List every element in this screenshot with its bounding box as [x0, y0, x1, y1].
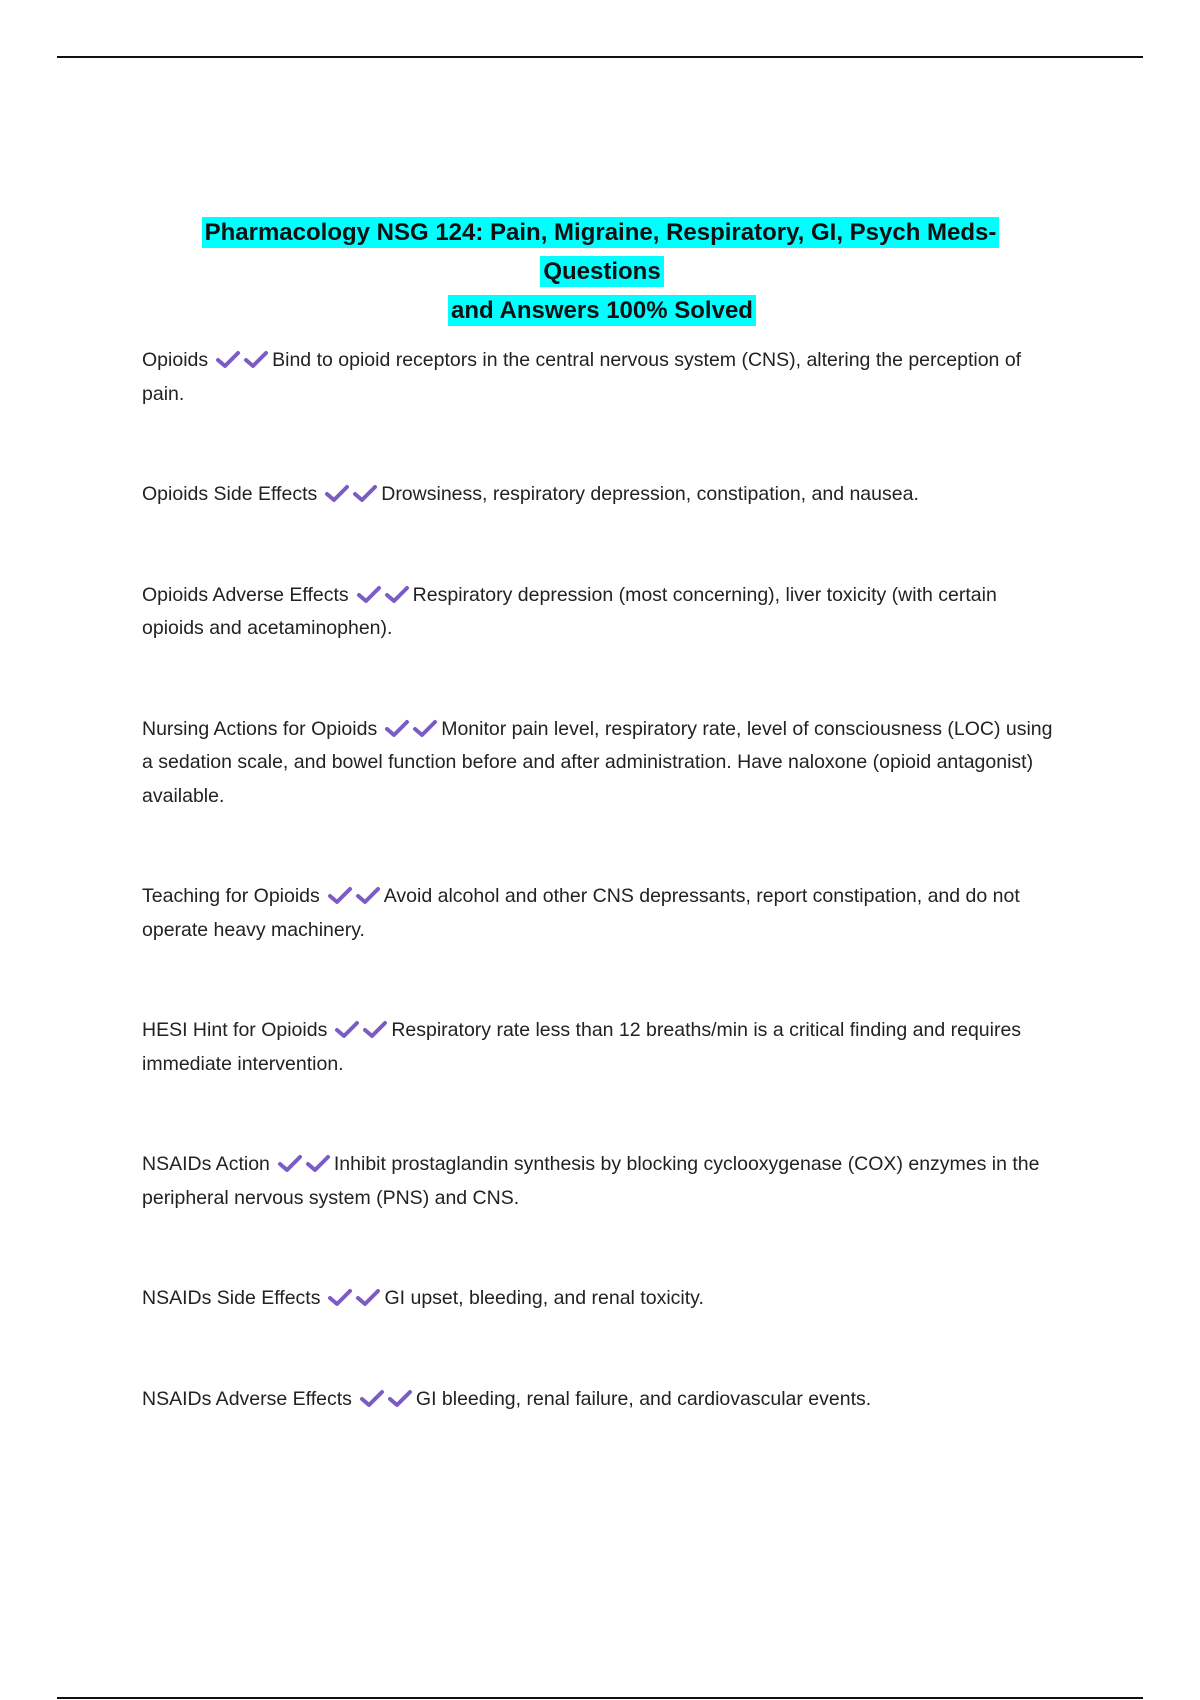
check-icon	[355, 885, 381, 905]
check-icon	[355, 1287, 381, 1307]
check-icon	[384, 718, 410, 738]
qa-answer: Respiratory rate less than 12 breaths/min is a critical finding and requires immediate intervention.	[142, 1019, 1022, 1075]
qa-term: Opioids Adverse Effects	[142, 583, 349, 606]
check-icon	[387, 1388, 413, 1408]
qa-item	[142, 344, 1062, 411]
qa-answer: Drowsiness, respiratory depression, constipation, and nausea.	[381, 483, 919, 505]
qa-item	[142, 1014, 1062, 1081]
qa-item	[142, 1282, 1062, 1316]
check-icon	[243, 349, 269, 369]
qa-answer: Bind to opioid receptors in the central nervous system (CNS), altering the perception of pain.	[142, 349, 1022, 405]
qa-answer: Monitor pain level, respiratory rate, level of consciousness (LOC) using a sedation scale, and bowel function before and after administration. Have naloxone (opioid antagonist) available.	[142, 717, 1053, 807]
qa-answer: Inhibit prostaglandin synthesis by blocking cyclooxygenase (COX) enzymes in the peripheral nervous system (PNS) and CNS.	[142, 1153, 1040, 1209]
qa-item	[142, 713, 1062, 814]
qa-term: NSAIDs Adverse Effects	[142, 1387, 352, 1410]
qa-item	[142, 579, 1062, 646]
qa-term: Nursing Actions for Opioids	[142, 717, 378, 740]
check-icon	[359, 1388, 385, 1408]
check-icon	[384, 584, 410, 604]
page-bottom-rule	[57, 1697, 1143, 1699]
qa-item	[142, 1148, 1062, 1215]
qa-term: Opioids Side Effects	[142, 483, 318, 505]
qa-answer: GI bleeding, renal failure, and cardiovascular events.	[415, 1387, 872, 1410]
document-body	[142, 213, 1062, 1416]
qa-term: NSAIDs Action	[142, 1153, 270, 1175]
qa-item	[142, 478, 1062, 512]
check-icon	[305, 1153, 331, 1173]
qa-answer: Respiratory depression (most concerning), liver toxicity (with certain opioids and acetaminophen).	[142, 583, 997, 639]
qa-term: NSAIDs Side Effects	[142, 1287, 321, 1309]
qa-answer: Avoid alcohol and other CNS depressants, report constipation, and do not operate heavy machinery.	[142, 885, 1020, 941]
check-icon	[352, 483, 378, 503]
qa-term: HESI Hint for Opioids	[142, 1019, 328, 1041]
check-icon	[334, 1019, 360, 1039]
title-line-1: Pharmacology NSG 124: Pain, Migraine, Respiratory, GI, Psych Meds- Questions	[202, 217, 1000, 287]
qa-item	[142, 880, 1062, 947]
check-icon	[215, 349, 241, 369]
check-icon	[412, 718, 438, 738]
check-icon	[327, 885, 353, 905]
title-line-2: and Answers 100% Solved	[448, 295, 756, 326]
qa-term: Teaching for Opioids	[142, 885, 320, 907]
page-top-rule	[57, 56, 1143, 58]
check-icon	[324, 483, 350, 503]
check-icon	[362, 1019, 388, 1039]
check-icon	[327, 1287, 353, 1307]
qa-term: Opioids	[142, 349, 209, 371]
document-title	[142, 213, 1062, 330]
qa-answer: GI upset, bleeding, and renal toxicity.	[384, 1287, 704, 1309]
check-icon	[277, 1153, 303, 1173]
check-icon	[356, 584, 382, 604]
qa-item	[142, 1383, 1062, 1417]
